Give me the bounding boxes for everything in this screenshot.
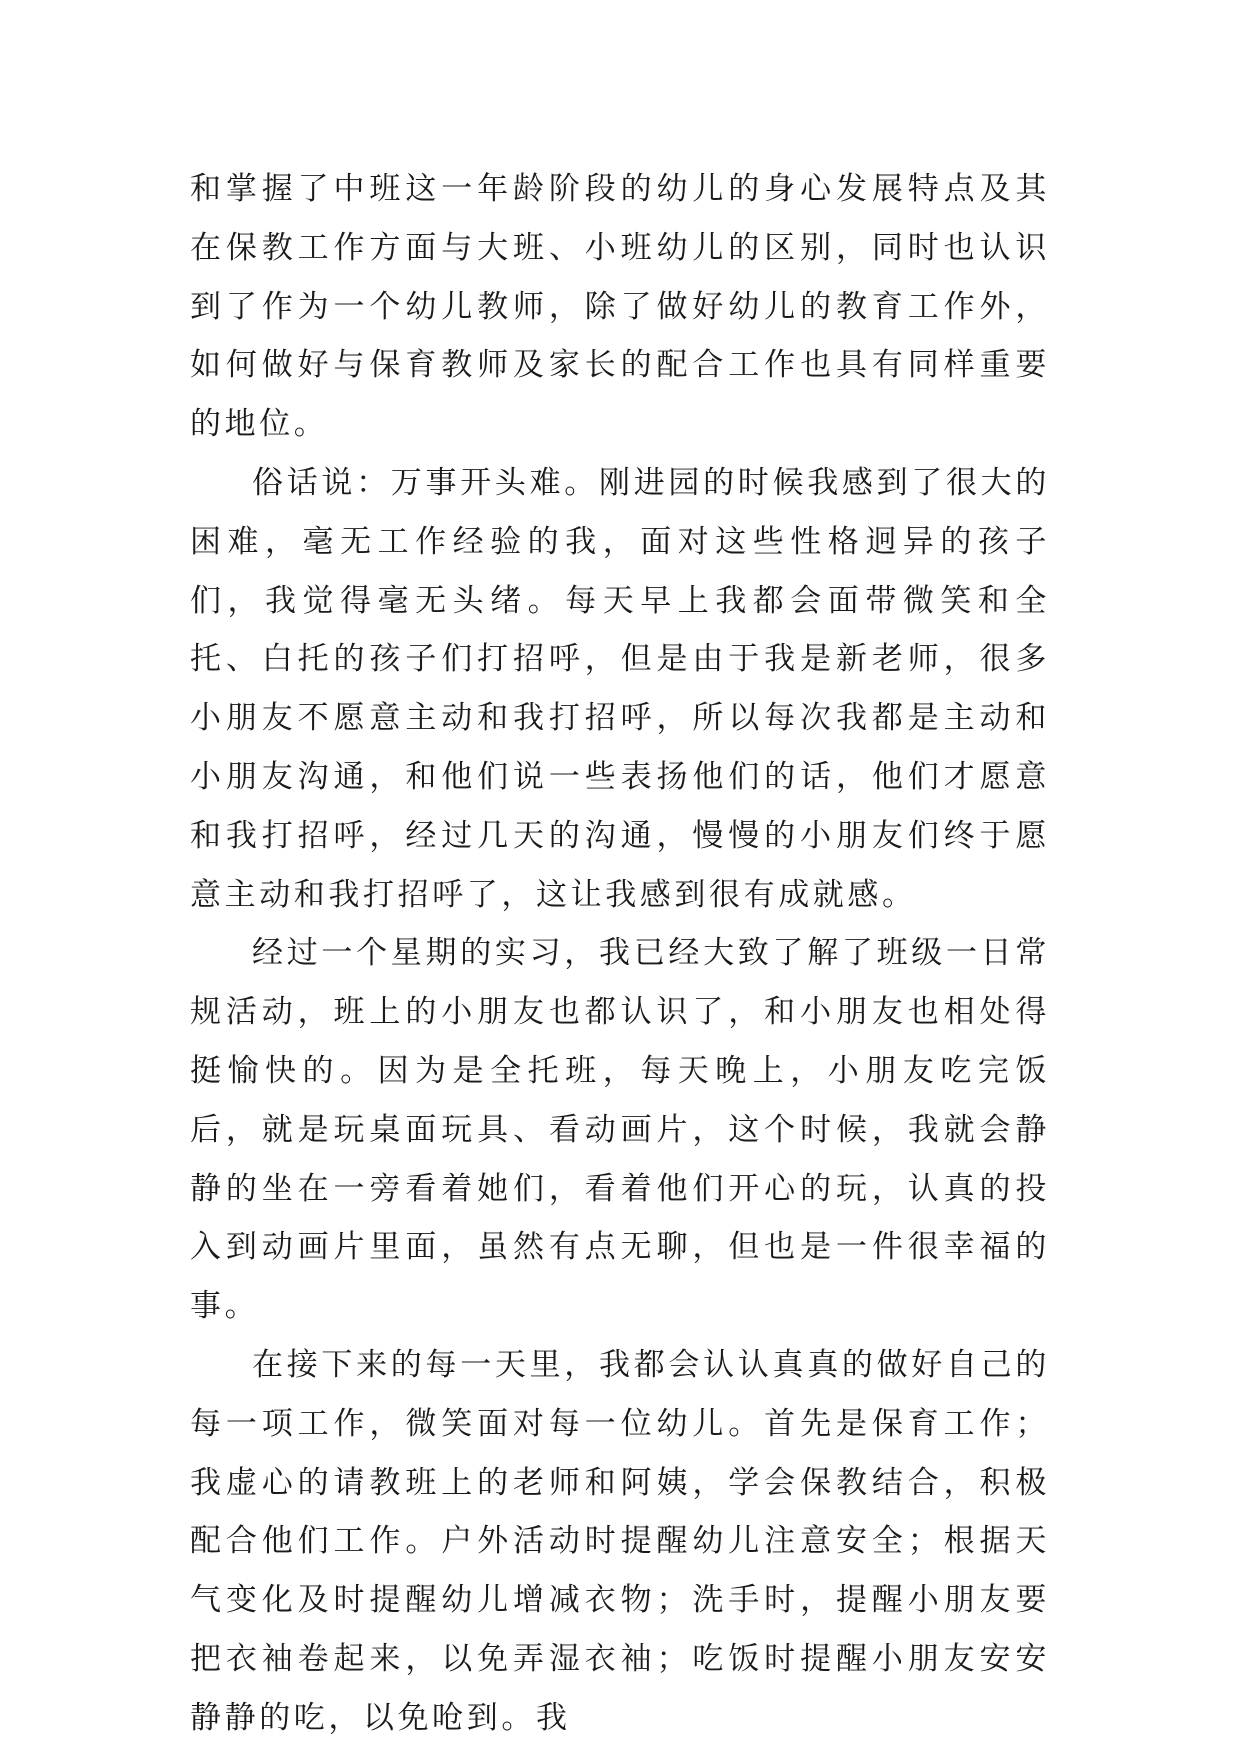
paragraph-1: 和掌握了中班这一年龄阶段的幼儿的身心发展特点及其在保教工作方面与大班、小班幼儿的区别，同时也认识到了作为一个幼儿教师，除了做好幼儿的教育工作外，如何做好与保育教师及家长的配合工作也具有同样重要的地位。 [190,171,1050,443]
document-body [190,160,1050,1748]
paragraph-3: 经过一个星期的实习，我已经大致了解了班级一日常规活动，班上的小朋友也都认识了，和小朋友也相处得挺愉快的。因为是全托班，每天晚上，小朋友吃完饭后，就是玩桌面玩具、看动画片，这个时候，我就会静静的坐在一旁看着她们，看着他们开心的玩，认真的投入到动画片里面，虽然有点无聊，但也是一件很幸福的事。 [190,935,1050,1325]
paragraph-4: 在接下来的每一天里，我都会认认真真的做好自己的每一项工作，微笑面对每一位幼儿。首先是保育工作；我虚心的请教班上的老师和阿姨，学会保教结合，积极配合他们工作。户外活动时提醒幼儿注意安全；根据天气变化及时提醒幼儿增减衣物；洗手时，提醒小朋友要把衣袖卷起来，以免弄湿衣袖；吃饭时提醒小朋友安安静静的吃，以免呛到。我 [190,1346,1050,1736]
paragraph-2: 俗话说：万事开头难。刚进园的时候我感到了很大的困难，毫无工作经验的我，面对这些性格迥异的孩子们，我觉得毫无头绪。每天早上我都会面带微笑和全托、白托的孩子们打招呼，但是由于我是新老师，很多小朋友不愿意主动和我打招呼，所以每次我都是主动和小朋友沟通，和他们说一些表扬他们的话，他们才愿意和我打招呼，经过几天的沟通，慢慢的小朋友们终于愿意主动和我打招呼了，这让我感到很有成就感。 [190,464,1050,913]
